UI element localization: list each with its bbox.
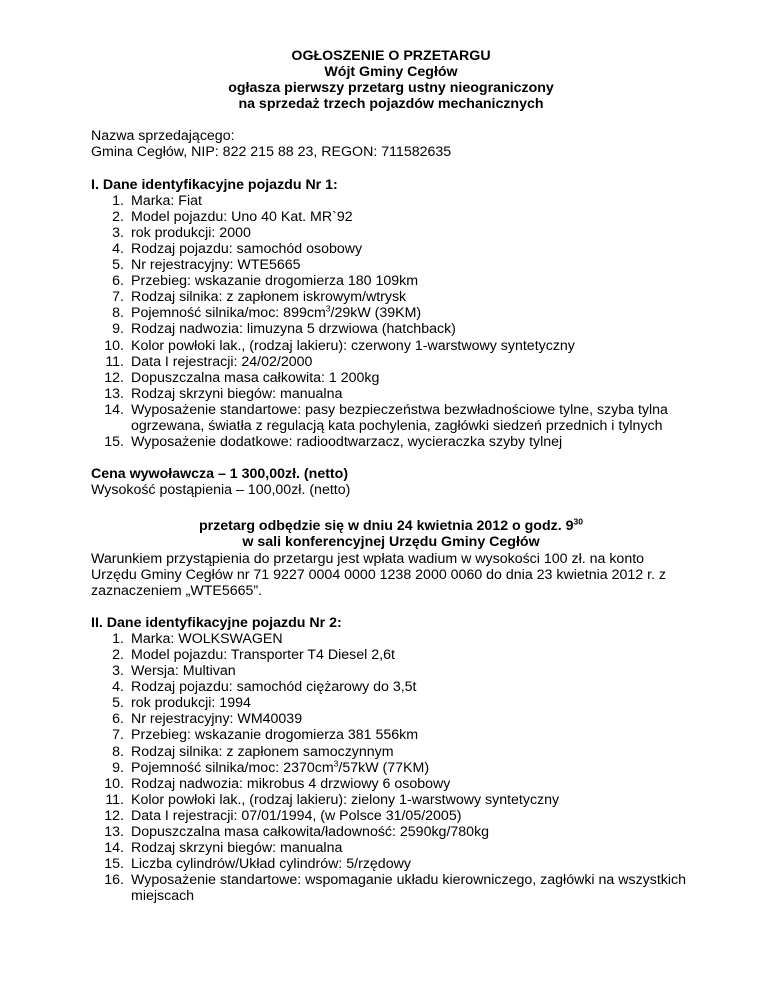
list-item-text: Kolor powłoki lak., (rodzaj lakieru): czerwony 1-warstwowy syntetyczny — [131, 337, 575, 354]
list-item-text: Wyposażenie dodatkowe: radioodtwarzacz, wycieraczka szyby tylnej — [131, 434, 563, 451]
list-item-text: Rodzaj silnika: z zapłonem iskrowym/wtrysk — [131, 289, 407, 306]
list-item-number: 15. — [104, 434, 124, 451]
list-item-text: Pojemność silnika/moc: $899cm^3/29kW$ (39KM) — [131, 303, 422, 322]
vehicle1-heading: I. Dane identyfikacyjne pojazdu Nr 1: — [91, 176, 338, 193]
document-page — [91, 48, 691, 905]
list-item-number: 7. — [112, 289, 124, 306]
list-item-number: 7. — [112, 727, 124, 744]
list-item-text: Marka: WOLKSWAGEN — [131, 630, 283, 647]
list-item-text: Data I rejestracji: 24/02/2000 — [131, 353, 313, 370]
document-header — [91, 48, 691, 112]
announcement-title: OGŁOSZENIE O PRZETARGU — [291, 48, 491, 64]
list-item-number: 12. — [104, 369, 124, 386]
list-item — [91, 776, 691, 792]
list-item-text: Przebieg: wskazanie drogomierza 381 556km — [131, 727, 419, 744]
list-item-number: 4. — [112, 240, 124, 257]
list-item-text: Przebieg: wskazanie drogomierza 180 109km — [131, 273, 419, 290]
list-item-number: 4. — [112, 679, 124, 696]
list-item — [91, 370, 691, 386]
list-item-number: 10. — [104, 337, 124, 354]
list-item-number: 2. — [112, 208, 124, 225]
list-item-text: Model pojazdu: Transporter T4 Diesel 2,6t — [131, 647, 395, 663]
auction-date: przetarg odbędzie się w dniu 24 kwietnia 2012 o godz. $9^{30}$ — [199, 516, 583, 535]
list-item-text: Nr rejestracyjny: WTE5665 — [131, 257, 301, 274]
list-item-text: Model pojazdu: Uno 40 Kat. MR`92 — [131, 208, 353, 225]
list-item-text: Rodzaj skrzyni biegów: manualna — [131, 385, 343, 402]
list-item — [91, 856, 691, 872]
list-item-text: Nr rejestracyjny: WM40039 — [131, 711, 303, 728]
list-item — [91, 695, 691, 711]
list-item-text: Rodzaj nadwozia: mikrobus 4 drzwiowy 6 osobowy — [131, 775, 451, 792]
vehicle1-price: Cena wywoławcza – 1 300,00zł. (netto) — [91, 466, 349, 483]
list-item-number: 3. — [112, 224, 124, 241]
list-item-number: 13. — [104, 385, 124, 402]
vehicle2-list — [91, 631, 691, 905]
list-item — [91, 209, 691, 225]
list-item — [91, 727, 691, 743]
list-item-text: Kolor powłoki lak., (rodzaj lakieru): zielony 1-warstwowy syntetyczny — [131, 791, 560, 808]
list-item — [91, 338, 691, 354]
list-item-text: Data I rejestracji: 07/01/1994, (w Polsce 31/05/2005) — [131, 807, 462, 824]
auction-place: w sali konferencyjnej Urzędu Gminy Cegłów — [242, 534, 540, 551]
list-item-number: 14. — [104, 840, 124, 857]
list-item — [91, 354, 691, 370]
list-item-number: 6. — [112, 273, 124, 290]
list-item-number: 8. — [112, 743, 124, 760]
list-item — [91, 225, 691, 241]
list-item-text: rok produkcji: 1994 — [131, 695, 251, 712]
list-item-number: 1. — [112, 630, 124, 647]
list-item-number: 5. — [112, 695, 124, 712]
list-item-text: Rodzaj nadwozia: limuzyna 5 drzwiowa (hatchback) — [131, 321, 456, 338]
list-item-text: Dopuszczalna masa całkowita/ładowność: 2590kg/780kg — [131, 824, 490, 841]
list-item — [91, 808, 691, 824]
list-item — [91, 757, 691, 776]
list-item — [91, 872, 691, 904]
list-item-number: 3. — [112, 663, 124, 680]
list-item-number: 2. — [112, 647, 124, 663]
list-item-text: Dopuszczalna masa całkowita: 1 200kg — [131, 369, 380, 386]
list-item — [91, 193, 691, 209]
list-item — [91, 840, 691, 856]
list-item-number: 11. — [105, 353, 124, 370]
announcement-subtitle-1: ogłasza pierwszy przetarg ustny nieograniczony — [228, 80, 554, 97]
list-item-number: 15. — [104, 856, 124, 873]
list-item — [91, 273, 691, 289]
list-item-number: 10. — [104, 775, 124, 792]
list-item — [91, 321, 691, 337]
list-item-number: 14. — [104, 401, 124, 418]
issuer: Wójt Gminy Cegłów — [324, 64, 458, 81]
list-item — [91, 434, 691, 450]
list-item-number: 1. — [112, 192, 124, 209]
list-item-text: Liczba cylindrów/Układ cylindrów: 5/rzędowy — [131, 856, 411, 873]
list-item-text: Wyposażenie standartowe: pasy bezpieczeństwa bezwładnościowe tylne, szyba tylna ogrzewana, światła z regulacją kata pochylenia, zagłówki siedzeń przednich i tylnych — [131, 401, 668, 434]
list-item-text: Pojemność silnika/moc: $2370cm^3/57kW$ (77KM) — [131, 757, 430, 776]
list-item — [91, 744, 691, 760]
list-item-text: Rodzaj skrzyni biegów: manualna — [131, 840, 343, 857]
list-item-text: Rodzaj pojazdu: samochód ciężarowy do 3,5t — [131, 679, 417, 696]
seller-label: Nazwa sprzedającego: — [91, 128, 235, 145]
list-item-text: Rodzaj pojazdu: samochód osobowy — [131, 240, 363, 257]
list-item-number: 8. — [112, 305, 124, 322]
list-item — [91, 824, 691, 840]
seller-value: Gmina Cegłów, NIP: 822 215 88 23, REGON: 711582635 — [91, 144, 452, 161]
list-item — [91, 289, 691, 305]
list-item-text: rok produkcji: 2000 — [131, 224, 251, 241]
list-item — [91, 631, 691, 647]
list-item-text: Rodzaj silnika: z zapłonem samoczynnym — [131, 743, 394, 760]
list-item — [91, 647, 691, 663]
list-item — [91, 386, 691, 402]
list-item — [91, 711, 691, 727]
list-item — [91, 257, 691, 273]
list-item-text: Wyposażenie standartowe: wspomaganie układu kierowniczego, zagłówki na wszystkich miejscach — [131, 872, 687, 905]
list-item-number: 6. — [112, 711, 124, 728]
list-item-number: 16. — [104, 872, 124, 889]
list-item-number: 13. — [104, 824, 124, 841]
list-item-number: 9. — [112, 321, 124, 338]
vehicle1-list — [91, 193, 691, 451]
list-item-number: 12. — [104, 807, 124, 824]
list-item-number: 5. — [112, 257, 124, 274]
vehicle2-heading: II. Dane identyfikacyjne pojazdu Nr 2: — [91, 614, 342, 631]
deposit-conditions: Warunkiem przystąpienia do przetargu jest wpłata wadium w wysokości 100 zł. na konto Urzędu Gminy Cegłów nr 71 9227 0004 0000 1238 2000 0060 do dnia 23 kwietnia 2012 r. z zaznaczeniem „WTE5665”. — [91, 550, 666, 599]
list-item-number: 9. — [112, 759, 124, 776]
list-item — [91, 305, 691, 321]
announcement-subtitle-2: na sprzedaż trzech pojazdów mechanicznych — [238, 96, 544, 113]
list-item-text: Wersja: Multivan — [131, 663, 236, 680]
list-item — [91, 663, 691, 679]
list-item — [91, 792, 691, 808]
vehicle1-increment: Wysokość postąpienia – 100,00zł. (netto) — [91, 482, 351, 499]
list-item-number: 11. — [105, 791, 124, 808]
list-item — [91, 241, 691, 257]
list-item — [91, 679, 691, 695]
list-item-text: Marka: Fiat — [131, 192, 202, 209]
list-item — [91, 402, 691, 434]
